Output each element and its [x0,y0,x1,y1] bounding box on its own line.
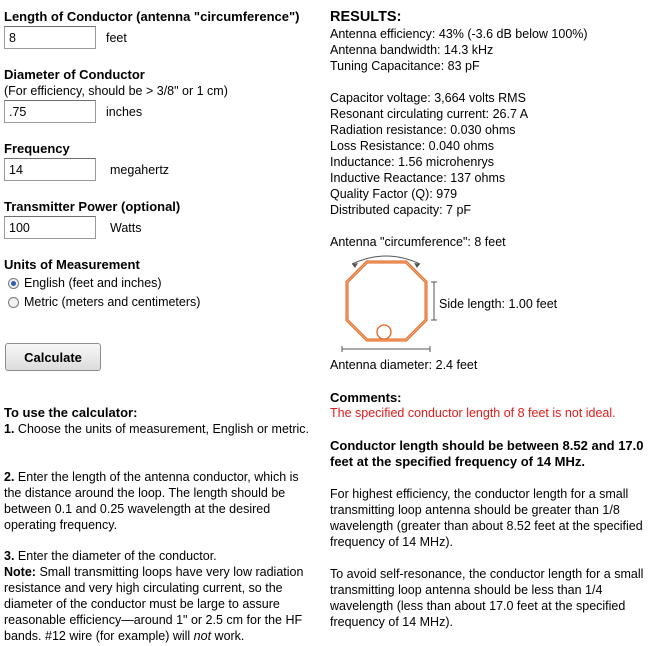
step3-number: 3. [4,549,15,563]
result-tuning-capacitance: Tuning Capacitance: 83 pF [330,59,480,73]
units-english-option[interactable] [8,276,162,290]
length-input[interactable] [4,26,96,49]
note-text-end: work. [211,629,245,643]
result-quality-factor: Quality Factor (Q): 979 [330,187,458,201]
step2-number: 2. [4,470,15,484]
units-metric-radio[interactable] [8,297,19,308]
comment-length-range: Conductor length should be between 8.52 and 17.0 feet at the specified frequency of 14 MHz. [330,438,644,469]
instructions-step2 [4,469,316,533]
note-text: Small transmitting loops have very low radiation resistance and very high circulating current, so the diameter of the conductor must be large to assure reasonable efficiency—around 1" or 2.5 cm for the HF bands. #12 wire (for example) will [4,565,304,643]
result-bandwidth: Antenna bandwidth: 14.3 kHz [330,43,494,57]
step3-text: Enter the diameter of the conductor. [17,549,217,563]
result-inductive-reactance: Inductive Reactance: 137 ohms [330,171,506,185]
units-metric-option[interactable] [8,295,200,309]
instructions-title: To use the calculator: [4,405,138,420]
comment-efficiency-note: For highest efficiency, the conductor length for a small transmitting loop antenna should be greater than 1/8 wavelength (greater than about 8.52 feet at the specified frequency of 14 MHz). [330,487,643,549]
comment-warning: The specified conductor length of 8 feet is not ideal. [330,406,616,420]
power-unit: Watts [110,221,142,235]
result-radiation-resistance: Radiation resistance: 0.030 ohms [330,123,516,137]
note-emphasis: not [193,629,212,643]
comment-resonance-note: To avoid self-resonance, the conductor length for a small transmitting loop antenna should be less than 1/4 wavelength (less than about 17.0 feet at the specified frequency of 14 MHz). [330,567,644,629]
octagon-loop [347,262,426,340]
coupling-loop [377,325,391,339]
instructions-step1 [4,421,316,437]
instructions-step3 [4,548,316,644]
calculate-button[interactable]: Calculate [5,343,101,371]
step1-number: 1. [4,422,15,436]
result-circulating-current: Resonant circulating current: 26.7 A [330,107,529,121]
length-label: Length of Conductor (antenna "circumference") [4,9,300,24]
length-unit: feet [106,31,127,45]
step1-text: Choose the units of measurement, English or metric. [17,422,310,436]
diameter-hint: (For efficiency, should be > 3/8" or 1 cm) [4,84,228,98]
diameter-input[interactable] [4,100,96,123]
result-distributed-capacity: Distributed capacity: 7 pF [330,203,472,217]
units-english-radio[interactable] [8,278,19,289]
units-english-label: English (feet and inches) [24,276,162,290]
diameter-label: Diameter of Conductor [4,67,145,82]
note-label: Note: [4,565,36,579]
result-inductance: Inductance: 1.56 microhenrys [330,155,494,169]
loop-antenna-diagram [330,252,440,352]
result-loss-resistance: Loss Resistance: 0.040 ohms [330,139,494,153]
units-label: Units of Measurement [4,257,140,272]
diameter-unit: inches [106,105,143,119]
power-input[interactable] [4,216,96,239]
frequency-label: Frequency [4,141,70,156]
result-efficiency: Antenna efficiency: 43% (-3.6 dB below 100%) [330,27,588,41]
result-capacitor-voltage: Capacitor voltage: 3,664 volts RMS [330,91,526,105]
frequency-unit: megahertz [110,163,170,177]
result-side-length: Side length: 1.00 feet [439,297,558,311]
result-diameter: Antenna diameter: 2.4 feet [330,358,478,372]
power-label: Transmitter Power (optional) [4,199,181,214]
comments-title: Comments: [330,390,402,405]
result-circumference: Antenna "circumference": 8 feet [330,235,506,249]
results-title: RESULTS: [330,9,402,25]
units-metric-label: Metric (meters and centimeters) [24,295,201,309]
frequency-input[interactable] [4,158,96,181]
step2-text: Enter the length of the antenna conductor, which is the distance around the loop. The length should be between 0.1 and 0.25 wavelength at the desired operating frequency. [4,470,299,532]
